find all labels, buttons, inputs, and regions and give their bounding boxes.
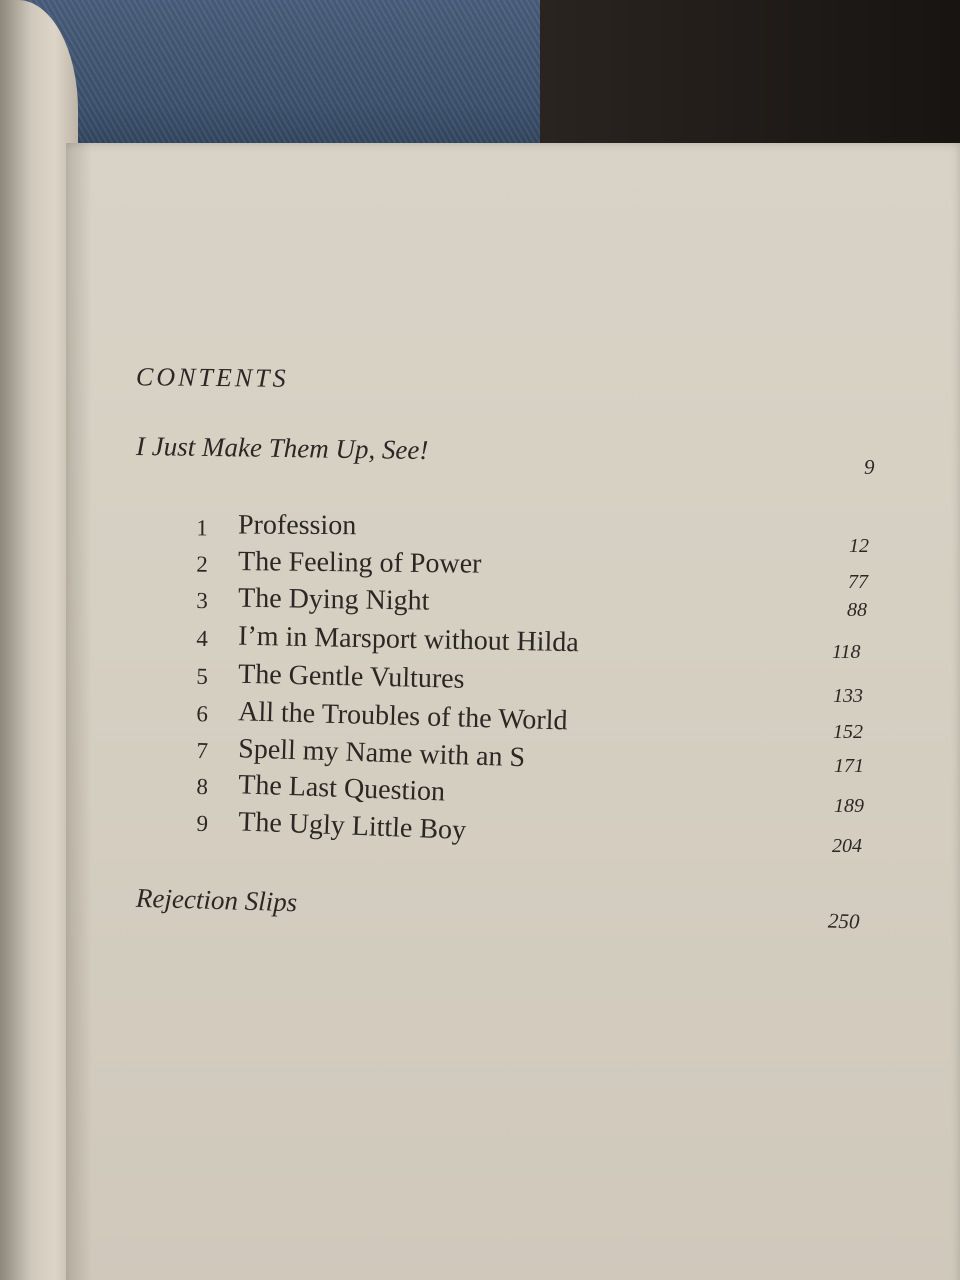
chapter-number: 5 [196,663,209,690]
chapter-number: 3 [196,587,209,614]
chapter-number: 6 [196,701,209,727]
chapter-title: I’m in Marsport without Hilda [237,620,579,659]
chapter-title: The Dying Night [237,582,430,617]
chapter-number: 7 [196,737,209,764]
chapter-page-number: 189 [834,795,864,817]
chapter-page-number: 171 [834,755,864,777]
table-of-contents [66,143,960,1280]
contents-heading: CONTENTS [135,362,289,393]
chapter-title: All the Troubles of the World [237,696,568,737]
chapter-number: 1 [196,515,208,541]
chapter-number: 8 [196,773,209,800]
denim-background [0,0,620,150]
chapter-page-number: 204 [832,835,862,857]
chapter-number: 9 [196,810,209,837]
chapter-number: 2 [196,551,208,577]
chapter-page-number: 77 [848,571,868,593]
chapter-page-number: 133 [833,685,863,707]
chapter-title: Spell my Name with an S [237,733,526,774]
chapter-page-number: 88 [847,599,867,621]
chapter-title: The Gentle Vultures [237,658,465,695]
epilogue-title: Rejection Slips [135,882,298,918]
book-page [66,143,960,1280]
chapter-title: The Feeling of Power [237,546,482,580]
chapter-title: Profession [237,509,357,542]
chapter-page-number: 118 [832,641,861,663]
chapter-page-number: 12 [849,535,869,557]
intro-page-number: 9 [864,455,875,479]
chapter-page-number: 152 [833,721,863,743]
chapter-number: 4 [196,625,209,652]
chapter-title: The Last Question [237,769,446,808]
chapter-title: The Ugly Little Boy [237,806,467,847]
intro-title: I Just Make Them Up, See! [135,430,429,466]
epilogue-page-number: 250 [827,908,860,934]
dark-background [540,0,960,150]
